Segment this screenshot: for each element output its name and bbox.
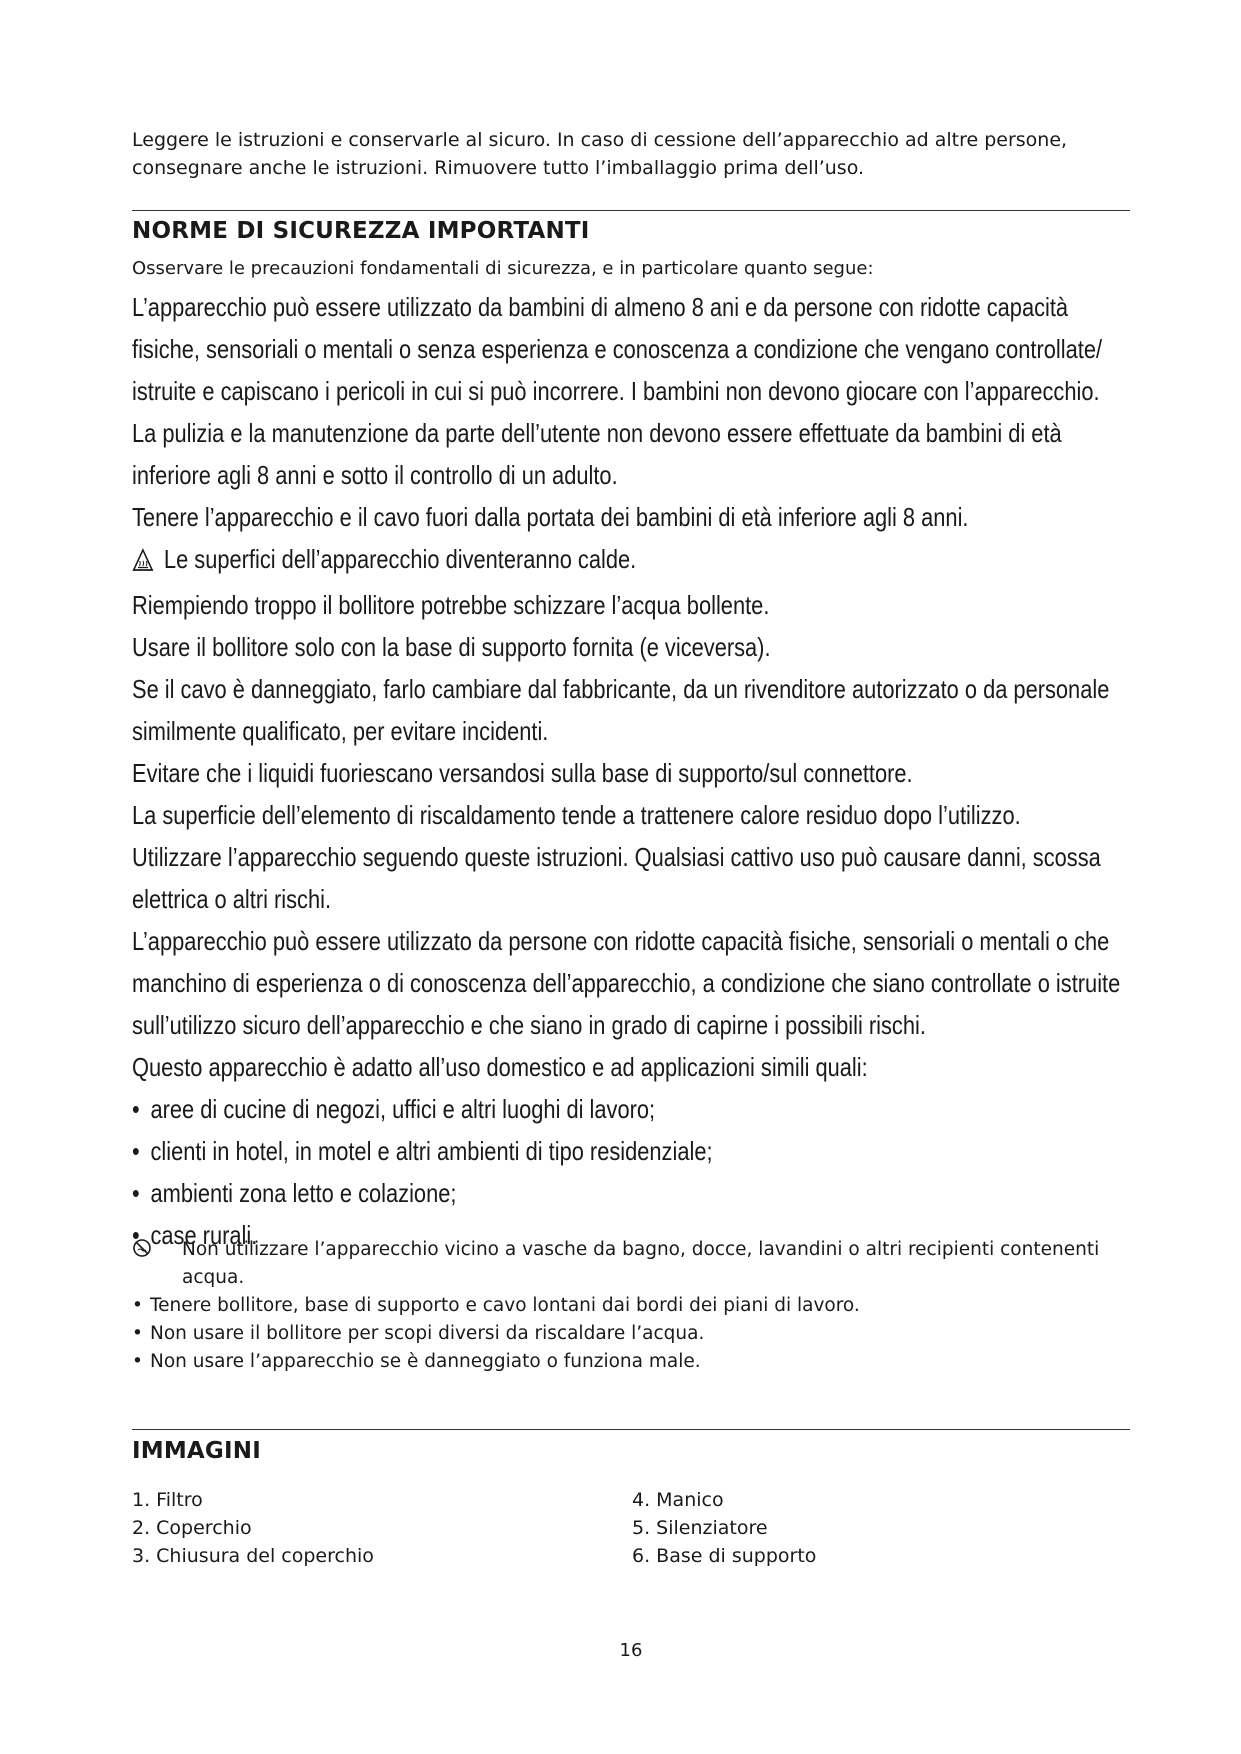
list-item: • aree di cucine di negozi, uffici e altri luoghi di lavoro; [132,1088,980,1130]
hot-surface-line [132,538,980,584]
safety-line: similmente qualificato, per evitare incidenti. [132,716,549,746]
list-item: 2. Coperchio [132,1517,252,1539]
safety-line: Usare il bollitore solo con la base di supporto fornita (e viceversa). [132,632,771,662]
safety-heading: NORME DI SICUREZZA IMPORTANTI [132,218,590,244]
no-water-icon [132,1236,182,1292]
safety-line: La superficie dell’elemento di riscaldamento tende a trattenere calore residuo dopo l’utilizzo. [132,800,1021,830]
safety-line: elettrica o altri rischi. [132,884,332,914]
safety-lead: Osservare le precauzioni fondamentali di sicurezza, e in particolare quanto segue: [132,258,874,279]
list-item: • Non usare il bollitore per scopi diversi da riscaldare l’acqua. [132,1320,1132,1348]
safety-line: Questo apparecchio è adatto all’uso domestico e ad applicazioni simili quali: [132,1052,868,1082]
list-item: 5. Silenziatore [632,1517,768,1539]
list-item: • Tenere bollitore, base di supporto e cavo lontani dai bordi dei piani di lavoro. [132,1292,1132,1320]
safety-line: inferiore agli 8 anni e sotto il controllo di un adulto. [132,460,618,490]
additional-warnings [132,1236,1132,1376]
list-item: 3. Chiusura del coperchio [132,1545,374,1567]
safety-line: Riempiendo troppo il bollitore potrebbe schizzare l’acqua bollente. [132,590,770,620]
list-item: • clienti in hotel, in motel e altri ambienti di tipo residenziale; [132,1130,980,1172]
safety-line: fisiche, sensoriali o mentali o senza esperienza e conoscenza a condizione che vengano controllate/ [132,334,1103,364]
warning-line: Non utilizzare l’apparecchio vicino a vasche da bagno, docce, lavandini o altri recipienti contenenti [182,1239,1100,1260]
parts-list [132,1486,1132,1570]
section-divider [132,1429,1130,1430]
intro-line: Leggere le istruzioni e conservarle al sicuro. In caso di cessione dell’apparecchio ad altre persone, [132,129,1068,151]
warning-line: acqua. [182,1267,245,1288]
section-divider [132,210,1130,211]
parts-column-left [132,1486,632,1570]
safety-line: sull’utilizzo sicuro dell’apparecchio e che siano in grado di capirne i possibili rischi. [132,1010,926,1040]
intro-line: consegnare anche le istruzioni. Rimuovere tutto l’imballaggio prima dell’uso. [132,157,865,179]
intro-paragraph [132,126,1132,182]
hot-surface-warning-icon [132,542,154,584]
safety-instructions [132,286,1121,1256]
page-number: 16 [619,1640,643,1661]
safety-line: manchino di esperienza o di conoscenza dell’apparecchio, a condizione che siano controllate o istruite [132,968,1121,998]
images-heading: IMMAGINI [132,1438,261,1464]
safety-line: Se il cavo è danneggiato, farlo cambiare dal fabbricante, da un rivenditore autorizzato o da personale [132,674,1110,704]
safety-line: Le superfici dell’apparecchio diventeranno calde. [163,544,637,574]
list-item: 6. Base di supporto [632,1545,817,1567]
safety-line: Evitare che i liquidi fuoriescano versandosi sulla base di supporto/sul connettore. [132,758,913,788]
no-water-warning [132,1236,1132,1292]
list-item: 1. Filtro [132,1489,203,1511]
list-item: • Non usare l’apparecchio se è danneggiato o funziona male. [132,1348,1132,1376]
list-item: • case rurali. [132,1214,980,1256]
list-item: 4. Manico [632,1489,724,1511]
safety-line: La pulizia e la manutenzione da parte dell’utente non devono essere effettuate da bambini di età [132,418,1062,448]
list-item: • ambienti zona letto e colazione; [132,1172,980,1214]
safety-line: Tenere l’apparecchio e il cavo fuori dalla portata dei bambini di età inferiore agli 8 anni. [132,502,969,532]
safety-line: L’apparecchio può essere utilizzato da bambini di almeno 8 ani e da persone con ridotte capacità [132,292,1069,322]
safety-line: Utilizzare l’apparecchio seguendo queste istruzioni. Qualsiasi cattivo uso può causare danni, scossa [132,842,1101,872]
safety-line: L’apparecchio può essere utilizzato da persone con ridotte capacità fisiche, sensoriali o mentali o che [132,926,1110,956]
parts-column-right [632,1486,1132,1570]
safety-line: istruite e capiscano i pericoli in cui si può incorrere. I bambini non devono giocare con l’apparecchio. [132,376,1100,406]
